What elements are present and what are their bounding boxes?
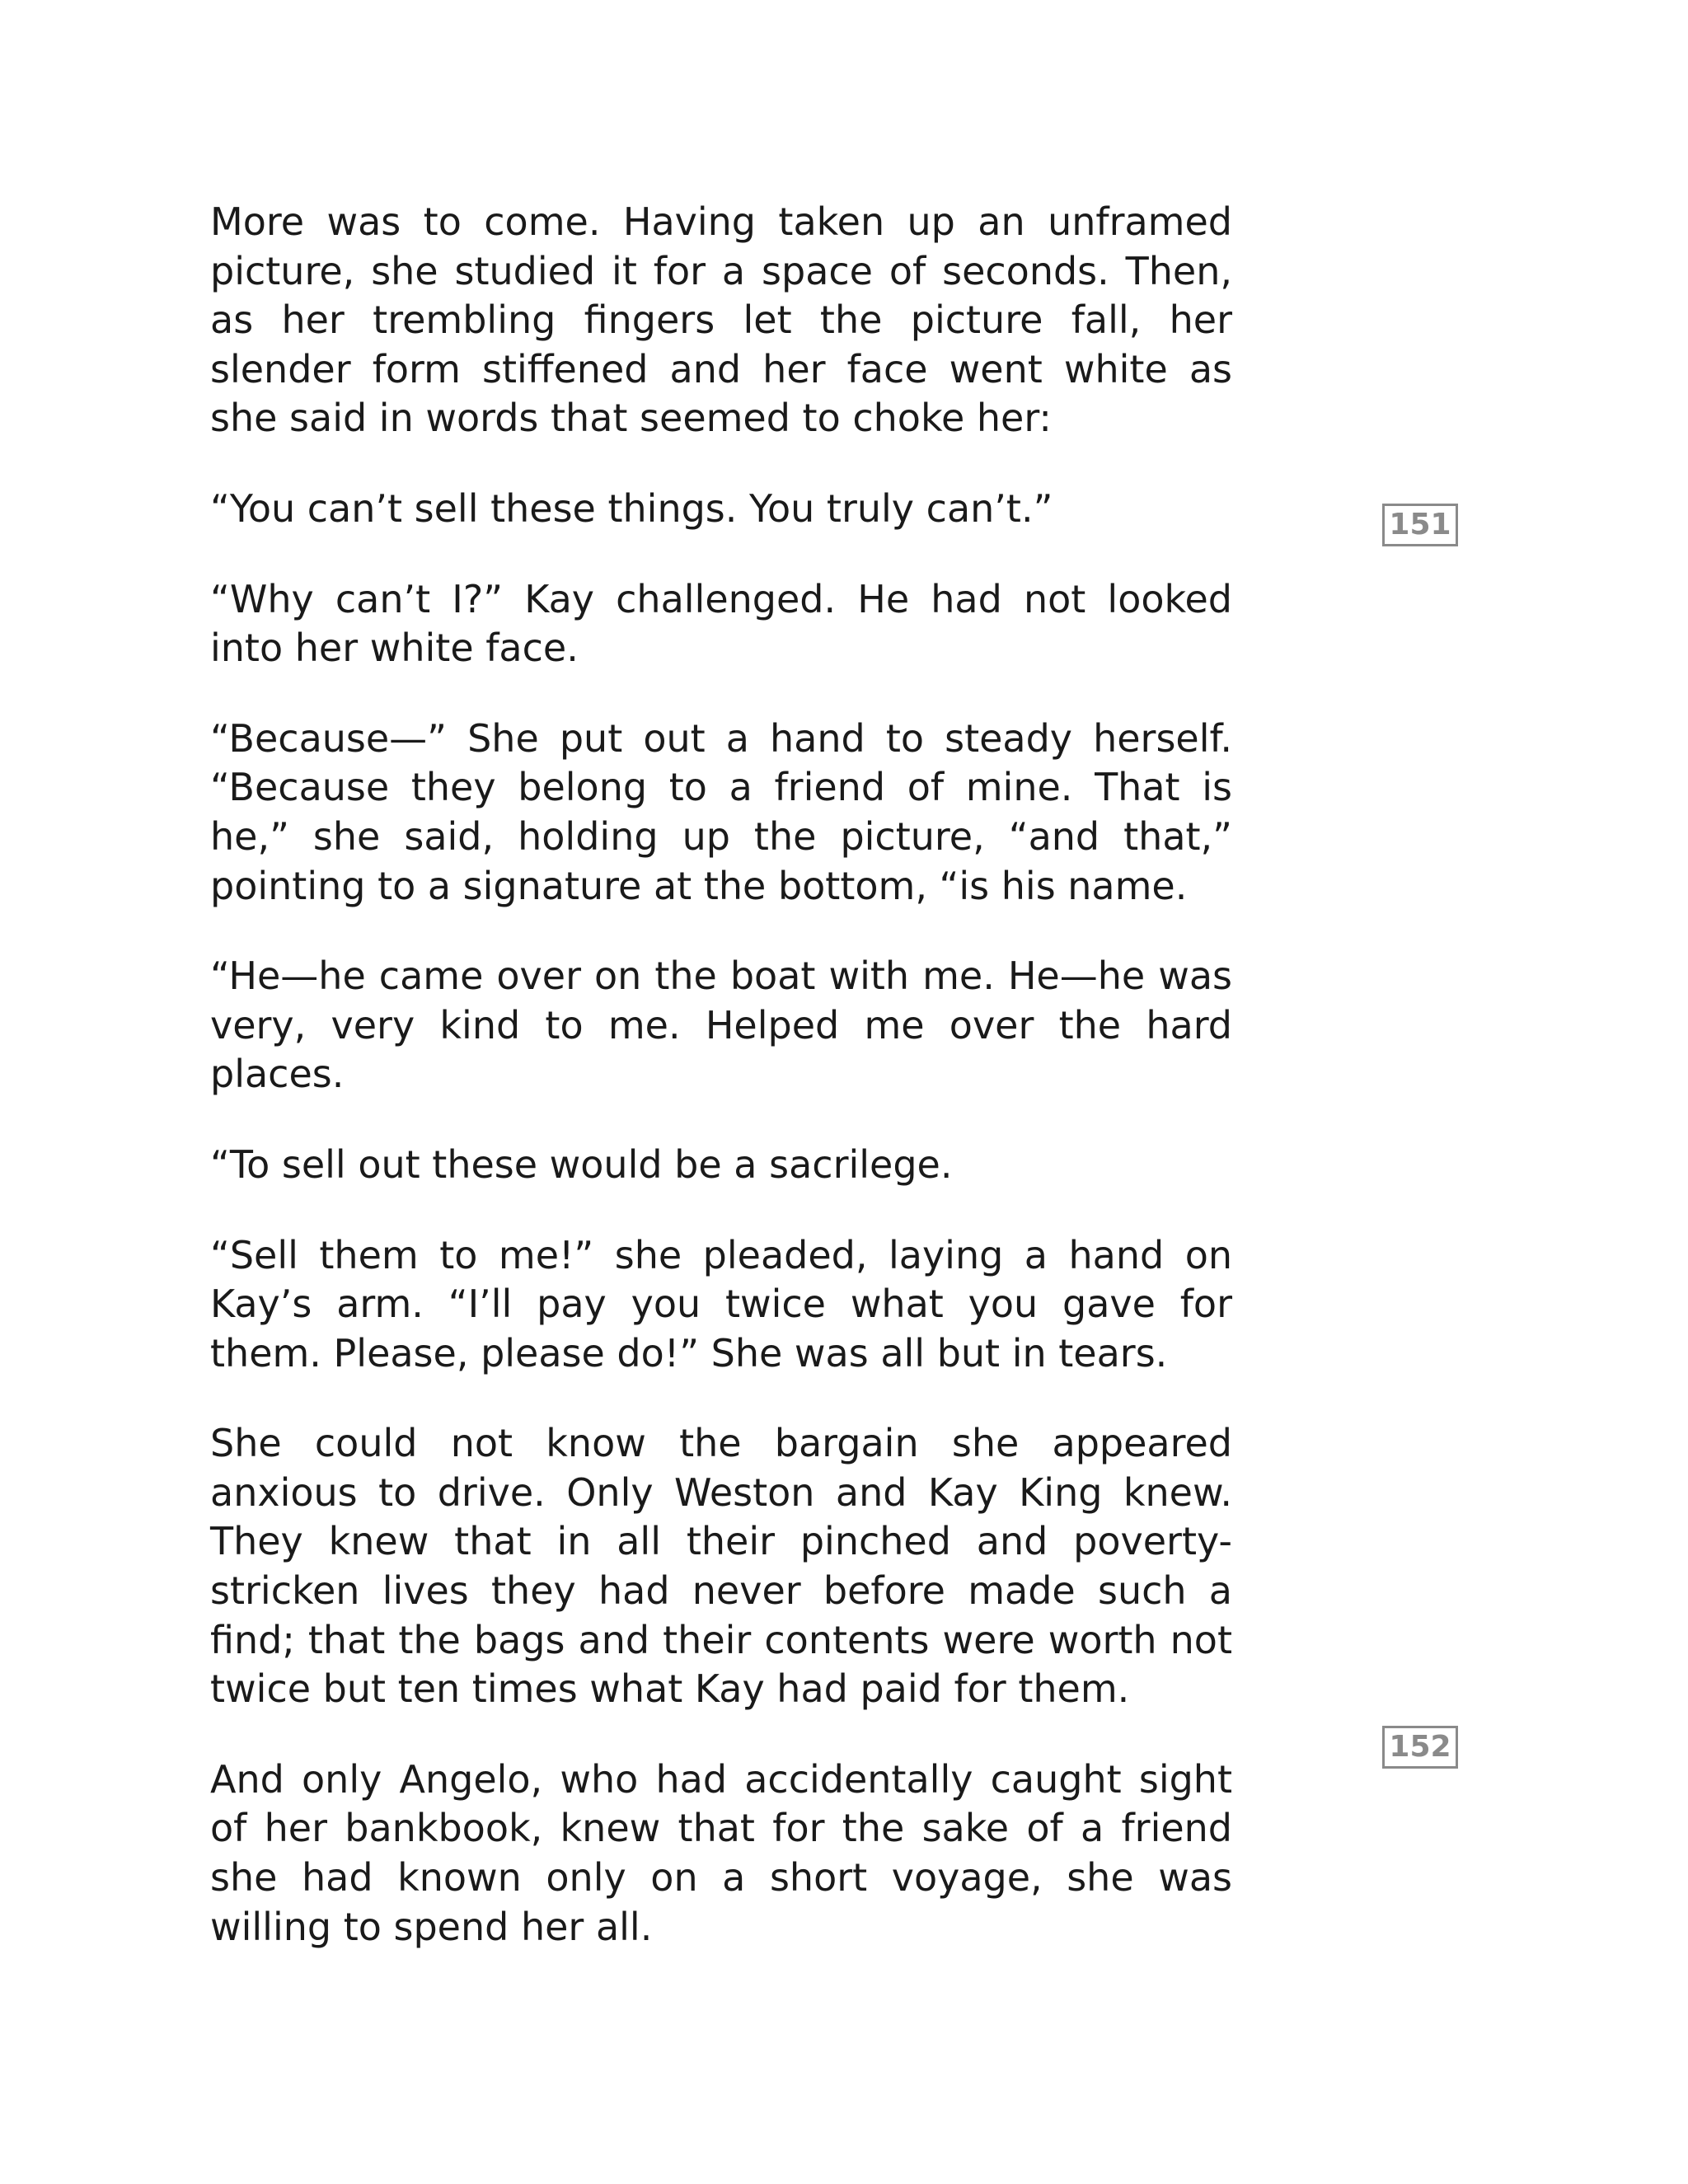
- paragraph: More was to come. Having taken up an unframed picture, she studied it for a space of seconds. Then, as her trembling fingers let the picture fall, her slender form stiffened and her face went white as she said in words that seemed to choke her:: [210, 199, 1232, 441]
- paragraph: “He—he came over on the boat with me. He—he was very, very kind to me. Helped me over the hard places.: [210, 954, 1232, 1097]
- paragraph: “To sell out these would be a sacrilege.: [210, 1141, 953, 1187]
- paragraph: She could not know the bargain she appeared anxious to drive. Only Weston and Kay King knew. They knew that in all their pinched and poverty-stricken lives they had never before made such a find; that the bags and their contents were worth not twice but ten times what Kay had paid for them.: [210, 1421, 1232, 1712]
- page-number-marker: 151: [1382, 504, 1458, 546]
- paragraph: And only Angelo, who had accidentally caught sight of her bankbook, knew that for the sake of a friend she had known only on a short voyage, she was willing to spend her all.: [210, 1756, 1232, 1949]
- paragraph: “Because—” She put out a hand to steady herself. “Because they belong to a friend of mine. That is he,” she said, holding up the picture, “and that,” pointing to a signature at the bottom, “is his name.: [210, 715, 1232, 908]
- page-number-marker: 152: [1382, 1726, 1458, 1769]
- body-text: [210, 198, 1232, 1993]
- paragraph: “Sell them to me!” she pleaded, laying a hand on Kay’s arm. “I’ll pay you twice what you gave for them. Please, please do!” She was all but in tears.: [210, 1232, 1232, 1376]
- paragraph: “You can’t sell these things. You truly can’t.”: [210, 485, 1053, 531]
- paragraph: “Why can’t I?” Kay challenged. He had not looked into her white face.: [210, 576, 1232, 671]
